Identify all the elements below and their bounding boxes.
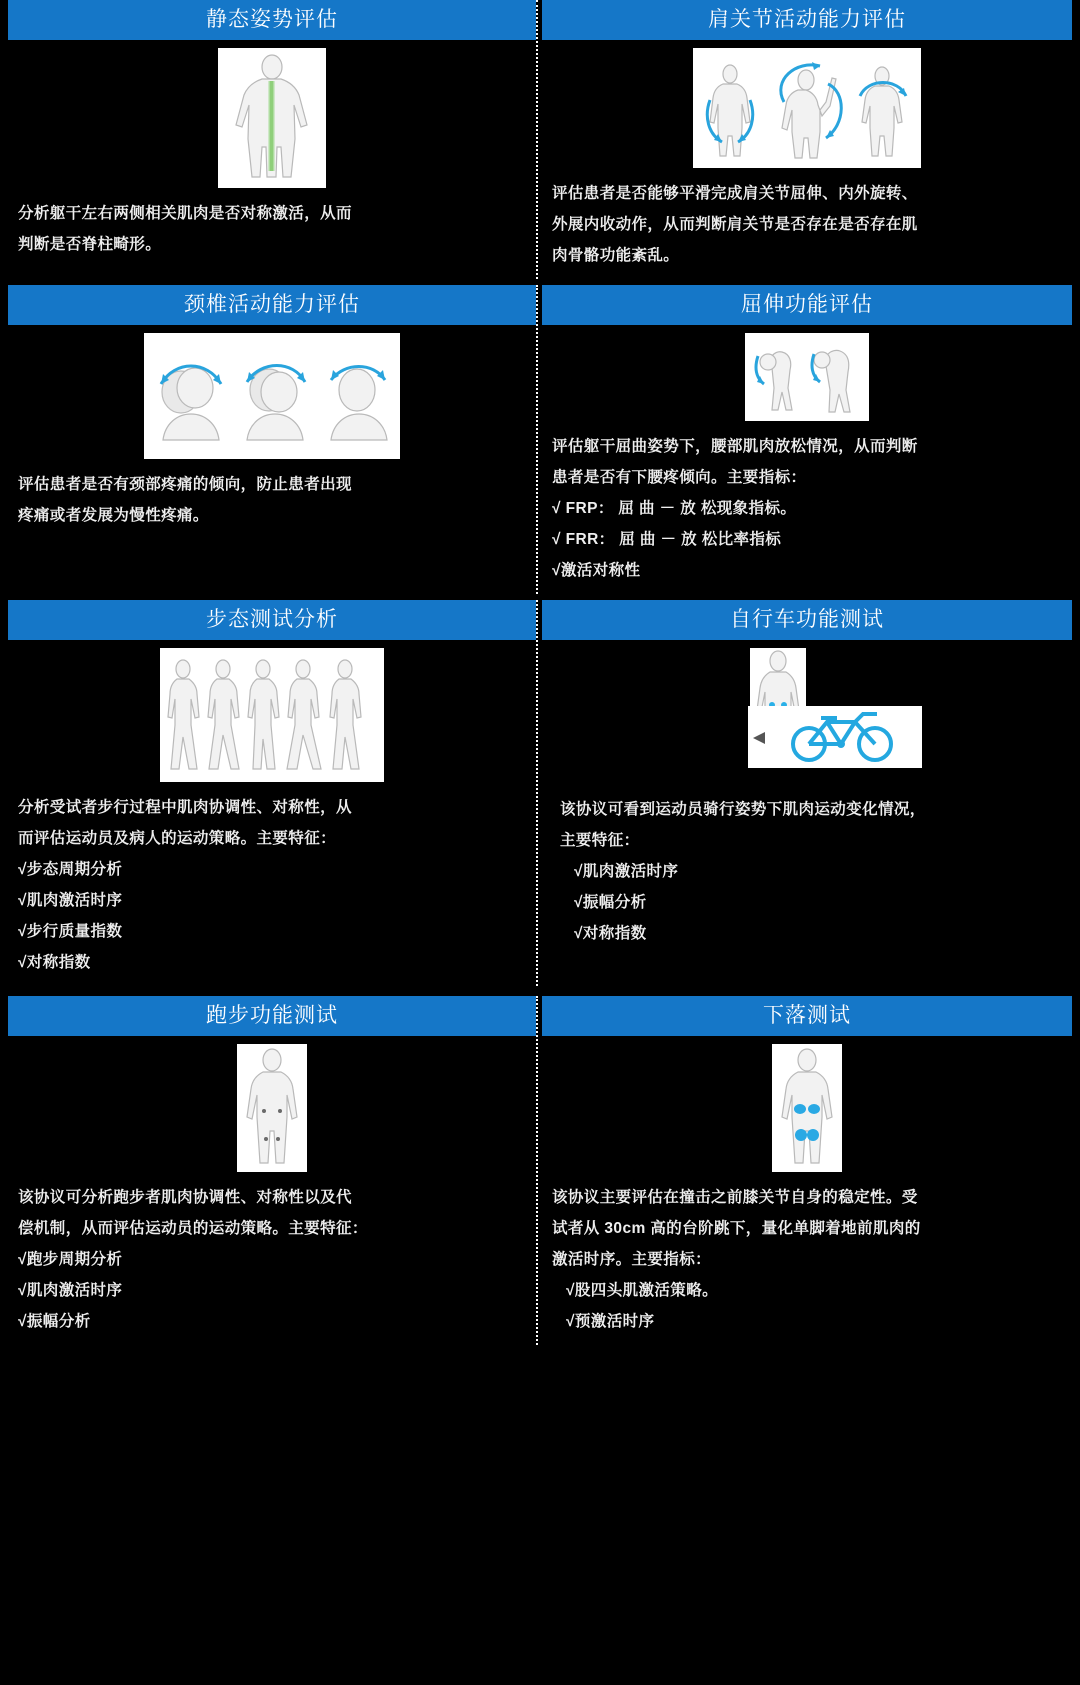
card-description bbox=[8, 1178, 536, 1345]
card-description bbox=[8, 788, 536, 986]
desc-bullet: √肌肉激活时序 bbox=[18, 892, 123, 909]
desc-bullet: √预激活时序 bbox=[566, 1313, 655, 1330]
desc-bullet: √振幅分析 bbox=[18, 1313, 91, 1330]
desc-line: 患者是否有下腰疼倾向。主要指标： bbox=[552, 469, 807, 486]
card-title: 跑步功能测试 bbox=[8, 996, 536, 1036]
card-figure bbox=[8, 325, 536, 465]
card-drop-jump-test bbox=[542, 996, 1072, 1345]
figure-standing-back-body-spine bbox=[218, 48, 326, 188]
desc-line: 外展内收动作，从而判断肩关节是否存在是否存在肌 bbox=[552, 216, 918, 233]
figure-neck-rotation-three-views bbox=[144, 333, 400, 459]
card-cervical-rom bbox=[8, 285, 538, 594]
desc-bullet: √跑步周期分析 bbox=[18, 1251, 123, 1268]
desc-line: 该协议主要评估在撞击之前膝关节自身的稳定性。受 bbox=[552, 1189, 918, 1206]
desc-bullet: √股四头肌激活策略。 bbox=[566, 1282, 719, 1299]
card-figure bbox=[542, 325, 1072, 427]
desc-bullet: √步行质量指数 bbox=[18, 923, 123, 940]
card-figure bbox=[542, 40, 1072, 174]
card-figure bbox=[542, 640, 1072, 790]
card-title: 下落测试 bbox=[542, 996, 1072, 1036]
card-title: 步态测试分析 bbox=[8, 600, 536, 640]
figure-shoulder-rotation-three-views bbox=[693, 48, 921, 168]
card-title: 肩关节活动能力评估 bbox=[542, 0, 1072, 40]
card-description bbox=[542, 427, 1072, 594]
desc-bullet: √对称指数 bbox=[574, 925, 647, 942]
figure-trunk-flexion-two-views bbox=[745, 333, 869, 421]
card-figure bbox=[8, 640, 536, 788]
card-description bbox=[542, 1178, 1072, 1345]
desc-line: 该协议可看到运动员骑行姿势下肌肉运动变化情况， bbox=[560, 801, 926, 818]
card-description bbox=[542, 790, 1072, 957]
desc-line: 分析躯干左右两侧相关肌肉是否对称激活，从而 bbox=[18, 205, 352, 222]
desc-line: 激活时序。主要指标： bbox=[552, 1251, 712, 1268]
card-title: 颈椎活动能力评估 bbox=[8, 285, 536, 325]
desc-line: 主要特征： bbox=[560, 832, 640, 849]
card-gait-test bbox=[8, 600, 538, 986]
card-figure bbox=[542, 1036, 1072, 1178]
card-running-test bbox=[8, 996, 538, 1345]
desc-bullet: √对称指数 bbox=[18, 954, 91, 971]
desc-bullet: √ FRP： 屈 曲 － 放 松现象指标。 bbox=[552, 500, 797, 517]
desc-line: 评估患者是否能够平滑完成肩关节屈伸、内外旋转、 bbox=[552, 185, 918, 202]
desc-line: 判断是否脊柱畸形。 bbox=[18, 236, 162, 253]
row-separator bbox=[8, 986, 1072, 996]
desc-line: 肉骨骼功能紊乱。 bbox=[552, 247, 680, 264]
card-description bbox=[542, 174, 1072, 279]
desc-bullet: √肌肉激活时序 bbox=[18, 1282, 123, 1299]
card-title: 自行车功能测试 bbox=[542, 600, 1072, 640]
desc-line: 评估躯干屈曲姿势下，腰部肌肉放松情况，从而判断 bbox=[552, 438, 918, 455]
figure-standing-front-body bbox=[237, 1044, 307, 1172]
desc-bullet: √肌肉激活时序 bbox=[574, 863, 679, 880]
card-figure bbox=[8, 40, 536, 194]
desc-line: 试者从 30cm 高的台阶跳下，量化单脚着地前肌肉的 bbox=[552, 1220, 921, 1237]
card-title: 屈伸功能评估 bbox=[542, 285, 1072, 325]
desc-line: 分析受试者步行过程中肌肉协调性、对称性，从 bbox=[18, 799, 352, 816]
card-title: 静态姿势评估 bbox=[8, 0, 536, 40]
card-shoulder-rom bbox=[542, 0, 1072, 279]
card-description bbox=[8, 194, 536, 268]
desc-bullet: √激活对称性 bbox=[552, 562, 641, 579]
protocol-grid bbox=[8, 0, 1072, 1345]
figure-gait-cycle-five-figures bbox=[160, 648, 384, 782]
card-figure bbox=[8, 1036, 536, 1178]
desc-line: 该协议可分析跑步者肌肉协调性、对称性以及代 bbox=[18, 1189, 352, 1206]
card-description bbox=[8, 465, 536, 539]
desc-line: 偿机制，从而评估运动员的运动策略。主要特征： bbox=[18, 1220, 368, 1237]
figure-cyclist-and-bicycle bbox=[692, 648, 922, 784]
figure-standing-body-knee-highlight bbox=[772, 1044, 842, 1172]
desc-line: 疼痛或者发展为慢性疼痛。 bbox=[18, 507, 209, 524]
card-static-posture bbox=[8, 0, 538, 279]
desc-bullet: √步态周期分析 bbox=[18, 861, 123, 878]
figure-bicycle-panel bbox=[748, 706, 922, 768]
desc-line: 评估患者是否有颈部疼痛的倾向，防止患者出现 bbox=[18, 476, 352, 493]
desc-bullet: √ FRR： 屈 曲 － 放 松比率指标 bbox=[552, 531, 782, 548]
desc-bullet: √振幅分析 bbox=[574, 894, 647, 911]
card-cycling-test bbox=[542, 600, 1072, 986]
desc-line: 而评估运动员及病人的运动策略。主要特征： bbox=[18, 830, 337, 847]
card-flexion-extension bbox=[542, 285, 1072, 594]
